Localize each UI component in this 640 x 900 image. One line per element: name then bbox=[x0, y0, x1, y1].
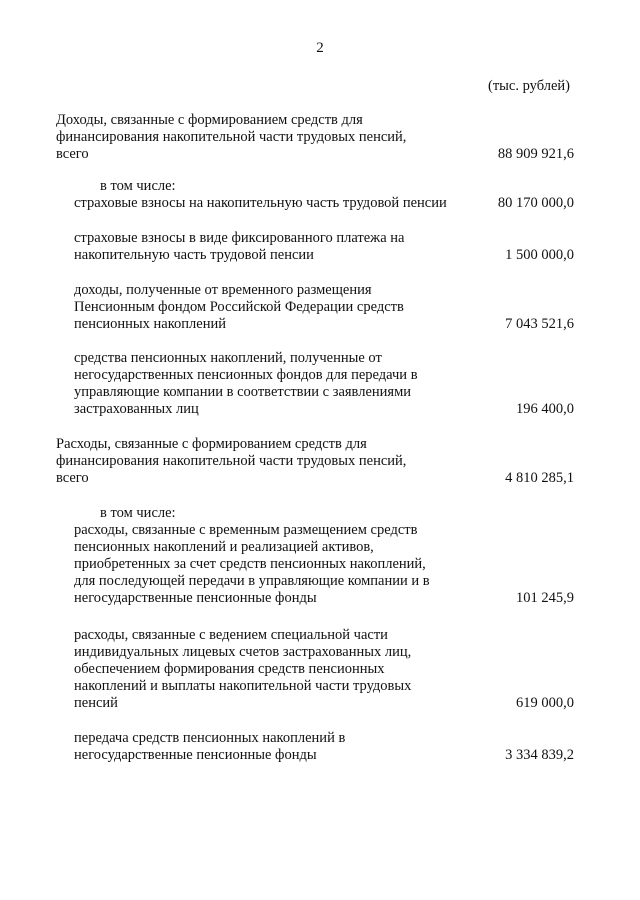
row-label: страховые взносы на накопительную часть трудовой пенсии bbox=[74, 195, 447, 211]
row-value: 1 500 000,0 bbox=[505, 247, 574, 263]
row-value: 88 909 921,6 bbox=[497, 146, 574, 162]
row-value: 80 170 000,0 bbox=[497, 195, 574, 211]
row-label: Расходы, связанные с формированием средств для финансирования накопительной части трудовых пенсий, всего bbox=[56, 436, 407, 486]
row-label: доходы, полученные от временного размещения Пенсионным фондом Российской Федерации средств пенсионных накоплений bbox=[74, 282, 404, 332]
page-number: 2 bbox=[316, 40, 324, 56]
row-label: средства пенсионных накоплений, полученные от негосударственных пенсионных фондов для передачи в управляющие компании в соответствии с заявлениями застрахованных лиц bbox=[74, 350, 418, 417]
row-label: страховые взносы в виде фиксированного платежа на накопительную часть трудовой пенсии bbox=[74, 230, 405, 263]
row-value: 3 334 839,2 bbox=[505, 747, 574, 763]
row-label: Доходы, связанные с формированием средств для финансирования накопительной части трудовых пенсий, всего bbox=[56, 112, 407, 162]
row-value: 101 245,9 bbox=[516, 590, 574, 606]
row-value: 196 400,0 bbox=[516, 401, 574, 417]
row-value: 4 810 285,1 bbox=[505, 470, 574, 486]
row-value: 619 000,0 bbox=[516, 695, 574, 711]
row-label: передача средств пенсионных накоплений в негосударственные пенсионные фонды bbox=[74, 730, 346, 763]
units-label: (тыс. рублей) bbox=[488, 78, 570, 94]
row-prefix: в том числе: bbox=[100, 178, 176, 194]
row-prefix: в том числе: bbox=[100, 505, 176, 521]
row-label: расходы, связанные с временным размещением средств пенсионных накоплений и реализацией активов, приобретенных за счет средств пенсионных накоплений, для последующей передачи в управляющие компании и в негосударственные пенсионные фонды bbox=[74, 522, 430, 606]
row-value: 7 043 521,6 bbox=[505, 316, 574, 332]
row-label: расходы, связанные с ведением специальной части индивидуальных лицевых счетов застрахованных лиц, обеспечением формирования средств пенсионных накоплений и выплаты накопительной части трудовых пенсий bbox=[74, 627, 412, 711]
